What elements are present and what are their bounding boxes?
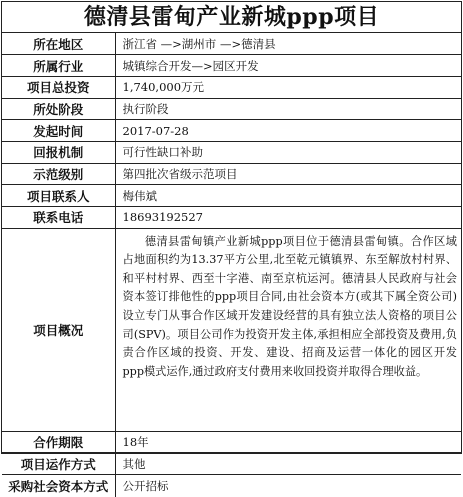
row-label: 所属行业 <box>2 55 115 77</box>
row-label: 合作期限 <box>2 431 115 453</box>
row-value: 城镇综合开发—>园区开发 <box>115 55 461 77</box>
table-row-demo-level <box>2 163 461 185</box>
row-value: 公开招标 <box>115 475 461 497</box>
project-info-card <box>1 1 462 494</box>
table-row-overview <box>2 228 461 431</box>
table-row-stage <box>2 98 461 120</box>
row-label: 联系电话 <box>2 207 115 229</box>
table-row-launch-date <box>2 120 461 142</box>
table-row-total-investment <box>2 76 461 98</box>
table-row-contact-person <box>2 185 461 207</box>
table-row-procurement-method <box>2 475 461 497</box>
row-value: 执行阶段 <box>115 98 461 120</box>
overview-text: 德清县雷甸镇产业新城ppp项目位于德清县雷甸镇。合作区域占地面积约为13.37平方公里,北至乾元镇镇界、东至解放村村界、和平村村界、西至十字港、南至京杭运河。德清县人民政府与社会资本签订排他性的ppp项目合同,由社会资本方(或其下属全资公司)设立专门从事合作区域开发建设经营的具有独立法人资格的项目公司(SPV)。项目公司作为投资开发主体,承担相应全部投资及费用,负责合作区域的投资、开发、建设、招商及运营一体化的园区开发ppp模式运作,通过政府支付费用来收回投资并取得合理收益。 <box>115 228 461 431</box>
row-value: 浙江省 —>湖州市 —>德清县 <box>122 36 276 51</box>
row-label: 项目概况 <box>2 228 115 431</box>
row-value: 18年 <box>115 431 461 453</box>
row-value: 2017-07-28 <box>115 120 461 142</box>
table-row-operation-mode <box>2 453 461 475</box>
row-label: 项目运作方式 <box>2 453 115 475</box>
row-label: 回报机制 <box>2 141 115 163</box>
row-value: 1,740,000万元 <box>115 76 461 98</box>
row-label: 所在地区 <box>2 33 115 55</box>
project-info-table <box>2 33 461 497</box>
table-row-region <box>2 33 461 55</box>
table-row-cooperation-term <box>2 431 461 453</box>
row-value: 18693192527 <box>115 207 461 229</box>
row-label: 采购社会资本方式 <box>2 475 115 497</box>
row-label: 发起时间 <box>2 120 115 142</box>
row-label: 项目联系人 <box>2 185 115 207</box>
table-row-industry <box>2 55 461 77</box>
row-value: 第四批次省级示范项目 <box>115 163 461 185</box>
table-row-return-mechanism <box>2 141 461 163</box>
row-value: 可行性缺口补助 <box>115 141 461 163</box>
row-value: 其他 <box>115 453 461 475</box>
row-value: 梅伟斌 <box>115 185 461 207</box>
row-label: 示范级别 <box>2 163 115 185</box>
row-label: 所处阶段 <box>2 98 115 120</box>
page-title: 德清县雷甸产业新城ppp项目 <box>2 2 461 33</box>
row-label: 项目总投资 <box>2 76 115 98</box>
table-row-contact-phone <box>2 207 461 229</box>
